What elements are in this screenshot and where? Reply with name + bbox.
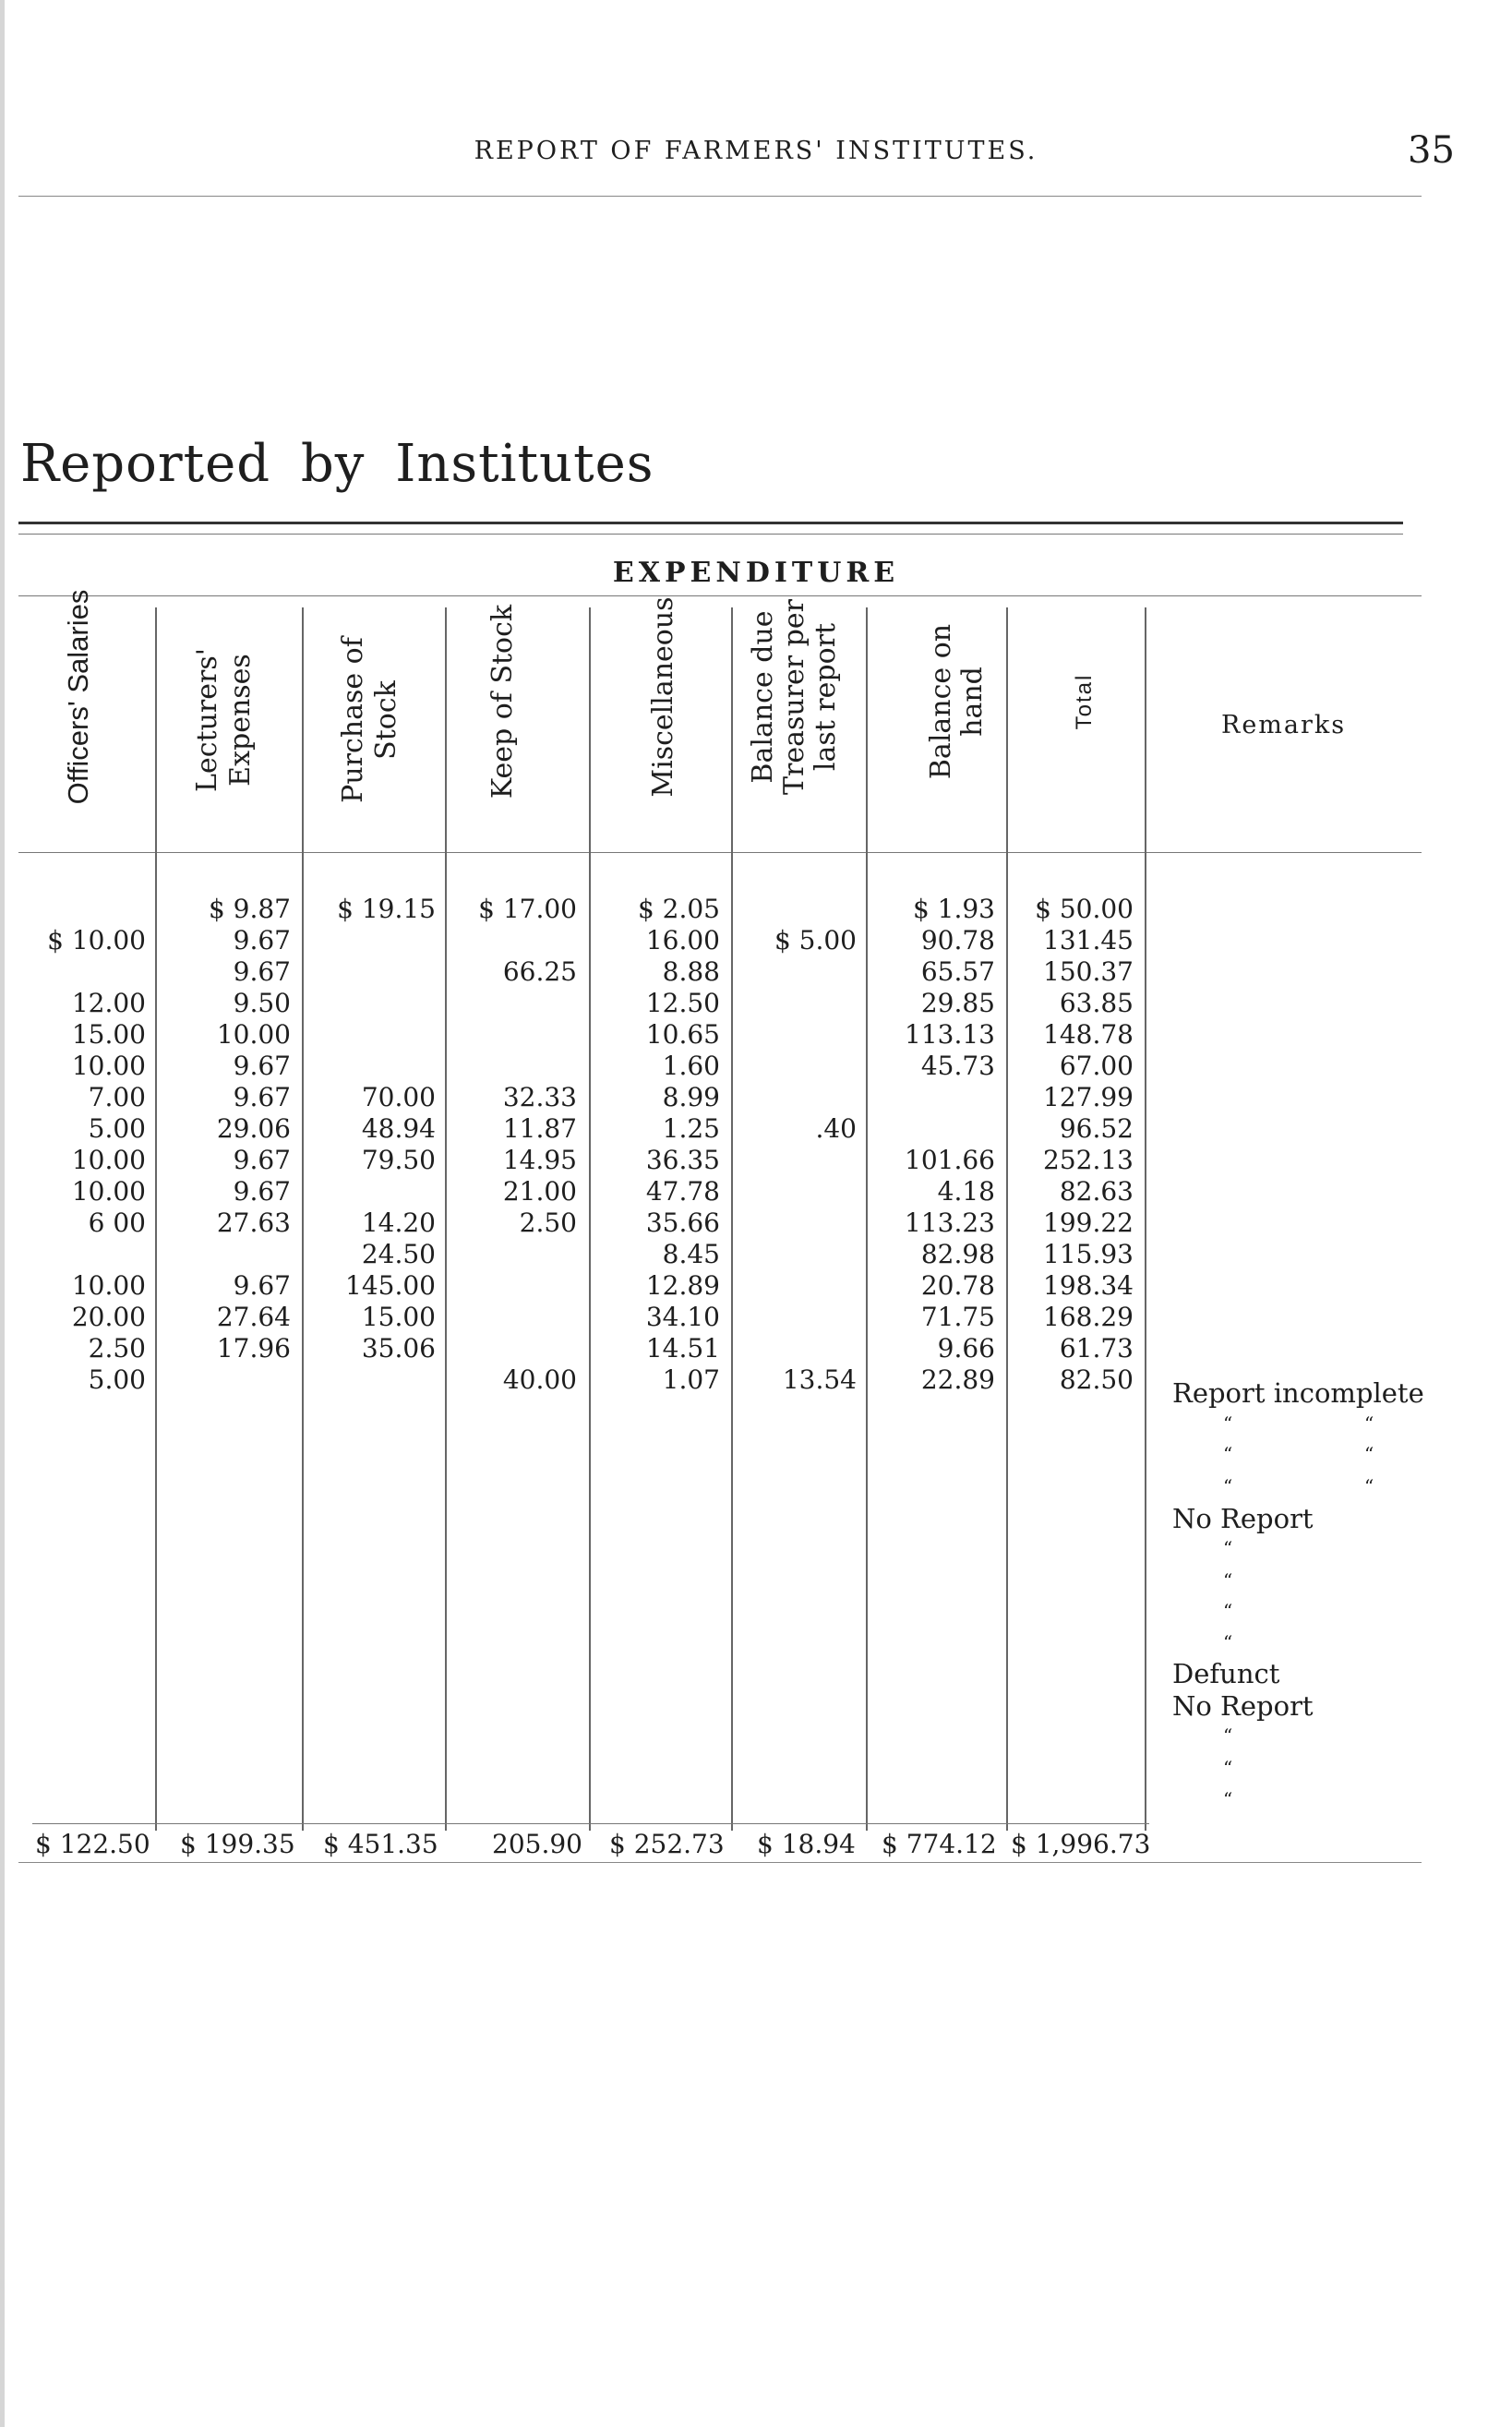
cell: 148.78 [1043,1019,1134,1050]
ditto-mark: “ [1223,1412,1233,1435]
cell: 5.00 [88,1364,146,1395]
cell: 8.45 [662,1239,720,1269]
cell: 24.50 [361,1239,436,1269]
cell: 113.13 [905,1019,995,1050]
col-head-miscellaneous: Miscellaneous [647,596,679,798]
page-edge-shadow [0,0,5,2427]
cell: 32.33 [502,1082,577,1112]
cell: $ 1.93 [912,894,995,924]
cell [457,1239,577,1270]
total-lecturers-expenses: $ 199.35 [180,1829,295,1859]
cell: 66.25 [502,956,577,987]
cell: 198.34 [1043,1270,1134,1301]
cell: 252.13 [1043,1145,1134,1175]
cell: 61.73 [1059,1333,1134,1364]
cell: 90.78 [920,925,995,955]
remark-report-incomplete: Report incomplete [1172,1377,1424,1409]
cell: $ 2.05 [637,894,720,924]
cell: 15.00 [71,1019,146,1050]
cell: 29.85 [920,988,995,1018]
page-number: 35 [1408,129,1455,172]
cell: 36.35 [645,1145,720,1175]
cell [743,1176,857,1207]
cell: 63.85 [1059,988,1134,1018]
cell: 9.67 [233,1051,291,1081]
cell [743,1019,857,1051]
ditto-mark: “ [1223,1537,1233,1559]
cell: 8.88 [662,956,720,987]
cell [314,1364,436,1396]
cell [743,1302,857,1333]
cell [743,1239,857,1270]
ditto-mark: “ [1223,1475,1233,1497]
cell: 67.00 [1059,1051,1134,1081]
cell [23,1239,146,1270]
cell: 82.98 [920,1239,995,1269]
cell [743,1270,857,1302]
totals-top-rule [32,1823,1149,1824]
cell [457,925,577,956]
cell: 10.65 [645,1019,720,1050]
table-bottom-rule [18,1862,1422,1863]
cell [457,1051,577,1082]
cell: 15.00 [361,1302,436,1332]
cell: $ 10.00 [47,925,146,955]
col-head-total: Total [1072,673,1097,730]
cell [314,1051,436,1082]
ditto-mark: “ [1223,1757,1233,1779]
total-balance-on-hand: $ 774.12 [882,1829,997,1859]
cell: 14.95 [502,1145,577,1175]
remark-no-report-2: No Report [1172,1690,1314,1722]
cell: 2.50 [88,1333,146,1364]
cell: 1.25 [662,1113,720,1144]
cell [457,988,577,1019]
cell: 35.66 [645,1207,720,1238]
cell: 11.87 [502,1113,577,1144]
cell: 71.75 [920,1302,995,1332]
table-top-rule [18,522,1403,524]
cell: 12.50 [645,988,720,1018]
cell: 10.00 [71,1270,146,1301]
total-keep-of-stock: 205.90 [492,1829,582,1859]
cell: .40 [815,1113,857,1144]
col-divider-6 [866,607,868,1831]
cell [314,956,436,988]
cell [457,1333,577,1364]
cell: 131.45 [1043,925,1134,955]
col-head-keep-of-stock: Keep of Stock [486,604,519,799]
section-title: Reported by Institutes [20,434,654,494]
remark-defunct: Defunct [1172,1658,1280,1689]
ditto-mark: “ [1223,1443,1233,1465]
col-head-lecturers-expenses: Lecturers' Expenses [191,648,257,792]
cell: 10.00 [71,1051,146,1081]
cell: 5.00 [88,1113,146,1144]
cell: 9.67 [233,1176,291,1207]
cell: 45.73 [920,1051,995,1081]
col-officers-salaries [23,894,146,1396]
col-divider-5 [731,607,733,1831]
cell: 17.96 [216,1333,291,1364]
cell: 9.50 [233,988,291,1018]
total-total: $ 1,996.73 [1011,1829,1151,1859]
cell: 9.67 [233,1082,291,1112]
cell: 1.60 [662,1051,720,1081]
col-balance-due-treasurer [743,894,857,1396]
col-head-balance-due-treasurer: Balance due Treasurer per last report [747,599,842,795]
cell [314,925,436,956]
ditto-mark: “ [1364,1475,1374,1497]
cell: $ 9.87 [208,894,291,924]
col-divider-7 [1006,607,1008,1831]
cell: 14.51 [645,1333,720,1364]
group-header-rule [18,595,1422,596]
cell: 12.00 [71,988,146,1018]
cell: 48.94 [361,1113,436,1144]
cell: 21.00 [502,1176,577,1207]
cell: 4.18 [937,1176,995,1207]
col-total [1015,894,1134,1396]
col-keep-of-stock [457,894,577,1396]
cell: 79.50 [361,1145,436,1175]
cell: 35.06 [361,1333,436,1364]
total-miscellaneous: $ 252.73 [609,1829,725,1859]
cell [877,1082,995,1113]
cell: 8.99 [662,1082,720,1112]
cell [314,1019,436,1051]
cell: $ 17.00 [478,894,577,924]
cell: 150.37 [1043,956,1134,987]
cell [23,894,146,925]
ditto-mark: “ [1223,1631,1233,1653]
cell [457,1019,577,1051]
ditto-mark: “ [1223,1600,1233,1622]
col-divider-1 [155,607,157,1831]
cell [743,1207,857,1239]
col-balance-on-hand [877,894,995,1396]
cell: 10.00 [71,1145,146,1175]
cell: 47.78 [645,1176,720,1207]
col-divider-3 [445,607,447,1831]
cell: 9.67 [233,1145,291,1175]
cell [743,894,857,925]
cell: 10.00 [71,1176,146,1207]
cell: 113.23 [905,1207,995,1238]
cell: 1.07 [662,1364,720,1395]
cell: 27.64 [216,1302,291,1332]
cell: 9.66 [937,1333,995,1364]
head-rule [18,196,1422,197]
running-head: REPORT OF FARMERS' INSTITUTES. [474,137,1038,165]
cell [457,1302,577,1333]
ditto-mark: “ [1364,1412,1374,1435]
cell: $ 19.15 [337,894,436,924]
col-divider-8 [1145,607,1146,1831]
cell [743,956,857,988]
cell: 70.00 [361,1082,436,1112]
cell: 12.89 [645,1270,720,1301]
total-purchase-of-stock: $ 451.35 [323,1829,438,1859]
ditto-mark: “ [1223,1788,1233,1810]
col-divider-2 [302,607,304,1831]
total-balance-due-treasurer: $ 18.94 [757,1829,856,1859]
cell [743,1333,857,1364]
cell [23,956,146,988]
cell [743,1082,857,1113]
cell: 9.67 [233,1270,291,1301]
col-head-remarks: Remarks [1221,711,1347,739]
cell: 9.67 [233,925,291,955]
cell: 2.50 [519,1207,577,1238]
cell: $ 5.00 [774,925,857,955]
cell [457,1270,577,1302]
cell: 82.50 [1059,1364,1134,1395]
cell [314,988,436,1019]
table-top-rule-thin [18,534,1403,535]
cell: 29.06 [216,1113,291,1144]
cell: 16.00 [645,925,720,955]
cell: 7.00 [88,1082,146,1112]
cell: 145.00 [345,1270,436,1301]
cell: 9.67 [233,956,291,987]
col-head-purchase-of-stock: Purchase of Stock [337,637,402,803]
cell: 34.10 [645,1302,720,1332]
remark-no-report: No Report [1172,1503,1314,1534]
cell [743,1051,857,1082]
cell [743,1145,857,1176]
cell: 101.66 [905,1145,995,1175]
cell: 82.63 [1059,1176,1134,1207]
col-miscellaneous [600,894,720,1396]
cell: 27.63 [216,1207,291,1238]
cell: 115.93 [1043,1239,1134,1269]
cell [314,1176,436,1207]
cell: 40.00 [502,1364,577,1395]
cell: 10.00 [216,1019,291,1050]
cell: $ 50.00 [1035,894,1134,924]
col-purchase-of-stock [314,894,436,1396]
col-head-balance-on-hand: Balance on hand [925,623,989,780]
cell: 13.54 [782,1364,857,1395]
ditto-mark: “ [1364,1443,1374,1465]
cell: 20.78 [920,1270,995,1301]
cell: 20.00 [71,1302,146,1332]
cell: 199.22 [1043,1207,1134,1238]
cell: 127.99 [1043,1082,1134,1112]
cell [166,1239,291,1270]
ditto-mark: “ [1223,1724,1233,1747]
expenditure-header: EXPENDITURE [612,557,900,589]
cell: 168.29 [1043,1302,1134,1332]
cell [877,1113,995,1145]
total-officers-salaries: $ 122.50 [35,1829,150,1859]
cell: 96.52 [1059,1113,1134,1144]
col-divider-4 [589,607,591,1831]
ditto-mark: “ [1223,1569,1233,1592]
cell [743,988,857,1019]
cell: 14.20 [361,1207,436,1238]
col-lecturers-expenses [166,894,291,1396]
cell: 65.57 [920,956,995,987]
cell [166,1364,291,1396]
col-head-officers-salaries: Officers' Salaries [62,589,94,805]
header-bottom-rule [18,852,1422,853]
cell: 6 00 [88,1207,146,1238]
cell: 22.89 [920,1364,995,1395]
